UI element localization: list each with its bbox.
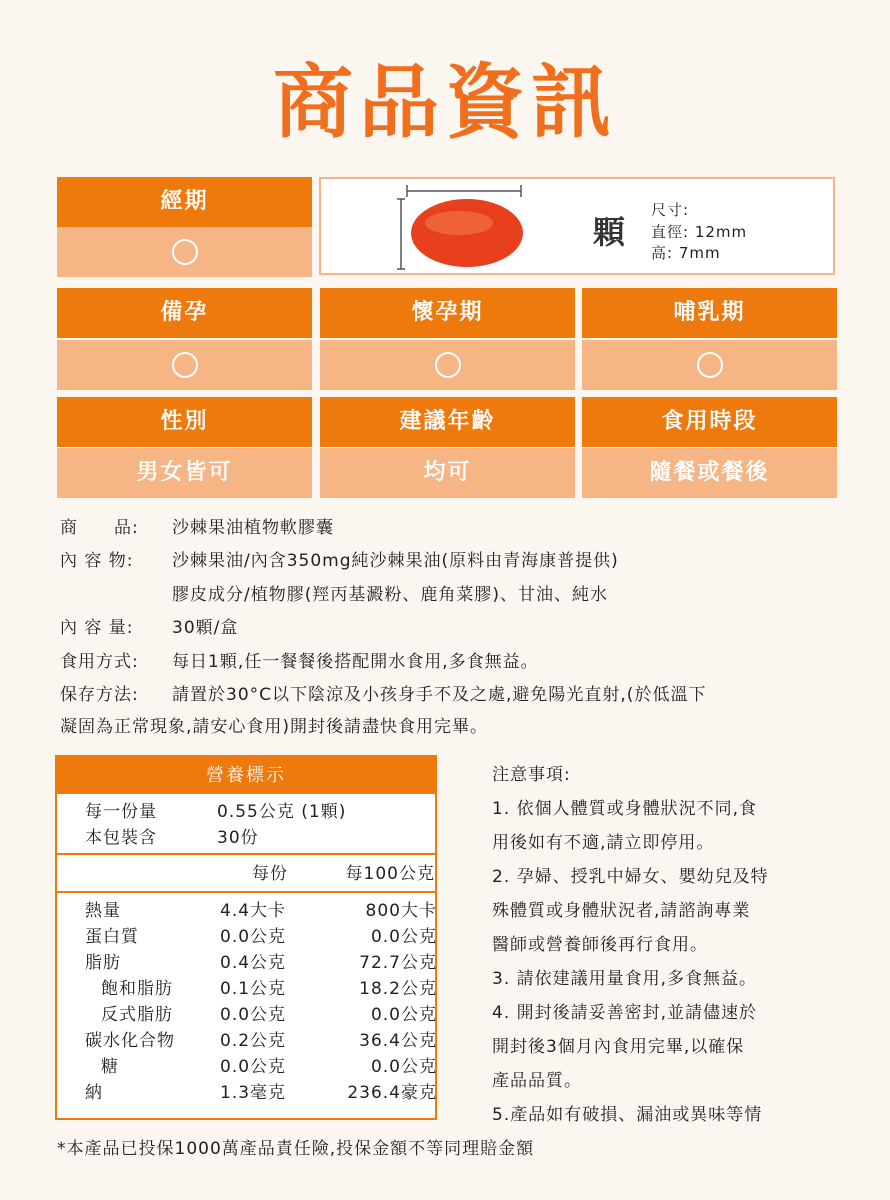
stage-value-pregnancy xyxy=(320,340,575,390)
table-row xyxy=(85,950,437,976)
nutrient-per100: 18.2公克 xyxy=(359,979,437,999)
table-row xyxy=(85,1080,437,1106)
table-row xyxy=(85,924,437,950)
column-header-per-100g: 每100公克 xyxy=(345,864,435,884)
divider xyxy=(57,891,435,893)
notes-line: 4. 開封後請妥善密封,並請儘速於 xyxy=(492,1003,758,1023)
attr-value-timing: 隨餐或餐後 xyxy=(582,448,837,498)
info-usage xyxy=(60,647,539,677)
page-title: 商品資訊 xyxy=(273,56,617,149)
info-value: 每日1顆,任一餐餐後搭配開水食用,多食無益。 xyxy=(172,652,539,672)
stage-header-lactation: 哺乳期 xyxy=(582,288,837,338)
info-key: 保存方法: xyxy=(60,685,139,705)
nutrient-name: 蛋白質 xyxy=(85,927,139,947)
notes-line: 1. 依個人體質或身體狀況不同,食 xyxy=(492,799,758,819)
circle-mark-icon xyxy=(172,352,198,378)
nutrient-per: 0.0公克 xyxy=(220,1057,287,1077)
nutrient-per100: 72.7公克 xyxy=(359,953,437,973)
nutrient-per: 0.1公克 xyxy=(220,979,287,999)
attr-header-timing: 食用時段 xyxy=(582,397,837,447)
stage-header-pregnancy: 懷孕期 xyxy=(320,288,575,338)
nutrient-per: 0.2公克 xyxy=(220,1031,287,1051)
nutrient-name: 脂肪 xyxy=(85,953,121,973)
stage-value-prep xyxy=(57,340,312,390)
column-header-per-serving: 每份 xyxy=(252,864,288,884)
notes-line: 醫師或營養師後再行食用。 xyxy=(492,935,708,955)
attr-value-age: 均可 xyxy=(320,448,575,498)
attr-header-age: 建議年齡 xyxy=(320,397,575,447)
stage-header-prep: 備孕 xyxy=(57,288,312,338)
nutrition-panel xyxy=(55,755,437,1120)
circle-mark-icon xyxy=(697,352,723,378)
circle-mark-icon xyxy=(172,239,198,265)
nutrition-table xyxy=(85,898,437,1106)
nutrient-per100: 36.4公克 xyxy=(359,1031,437,1051)
nutrient-per100: 0.0公克 xyxy=(370,1005,437,1025)
pack-row xyxy=(85,825,259,851)
info-qty xyxy=(60,613,238,643)
nutrient-name: 納 xyxy=(85,1083,103,1103)
footnote: *本產品已投保1000萬產品責任險,投保金額不等同理賠金額 xyxy=(57,1139,535,1159)
serving-row xyxy=(85,799,346,825)
table-row xyxy=(85,1028,437,1054)
capsule-height: 高: 7mm xyxy=(651,244,721,262)
nutrient-per: 0.0公克 xyxy=(220,1005,287,1025)
nutrient-per100: 800大卡 xyxy=(365,901,437,921)
attr-header-gender: 性別 xyxy=(57,397,312,447)
info-value: 30顆/盒 xyxy=(172,618,239,638)
notes-line: 用後如有不適,請立即停用。 xyxy=(492,833,715,853)
info-product xyxy=(60,513,334,543)
circle-mark-icon xyxy=(435,352,461,378)
nutrient-name: 飽和脂肪 xyxy=(101,979,173,999)
info-key: 食用方式: xyxy=(60,652,139,672)
nutrient-name: 熱量 xyxy=(85,901,121,921)
divider xyxy=(57,853,435,855)
notes-line: 開封後3個月內食用完畢,以確保 xyxy=(492,1037,745,1057)
notes-line: 3. 請依建議用量食用,多食無益。 xyxy=(492,969,758,989)
info-key: 商 品: xyxy=(60,518,139,538)
nutrient-per: 4.4大卡 xyxy=(220,901,287,921)
stage-value-lactation xyxy=(582,340,837,390)
pack-value: 30份 xyxy=(217,828,259,848)
info-value: 請置於30°C以下陰涼及小孩身手不及之處,避免陽光直射,(於低溫下 xyxy=(172,685,707,705)
info-value: 沙棘果油/內含350mg純沙棘果油(原料由青海康普提供) xyxy=(172,551,619,571)
nutrient-per100: 0.0公克 xyxy=(370,927,437,947)
info-storage-2: 凝固為正常現象,請安心食用)開封後請盡快食用完畢。 xyxy=(60,717,489,737)
nutrient-name: 碳水化合物 xyxy=(85,1031,175,1051)
notes-section xyxy=(492,758,832,1132)
period-value xyxy=(57,227,312,277)
capsule-size-label: 尺寸: xyxy=(651,201,690,219)
serving-value: 0.55公克 (1顆) xyxy=(217,802,347,822)
info-content xyxy=(60,546,619,576)
info-content-2: 膠皮成分/植物膠(羥丙基澱粉、鹿角菜膠)、甘油、純水 xyxy=(172,585,608,605)
period-header: 經期 xyxy=(57,177,312,227)
nutrient-per100: 236.4豪克 xyxy=(347,1083,437,1103)
nutrient-name: 糖 xyxy=(101,1057,119,1077)
notes-line: 5.產品如有破損、漏油或異味等情 xyxy=(492,1105,763,1125)
nutrient-per: 0.0公克 xyxy=(220,927,287,947)
info-value: 沙棘果油植物軟膠囊 xyxy=(172,518,334,538)
notes-title: 注意事項: xyxy=(492,765,571,785)
capsule-diameter: 直徑: 12mm xyxy=(651,223,748,241)
pack-label: 本包裝含 xyxy=(85,828,157,848)
capsule-spec-box xyxy=(319,177,835,275)
nutrient-name: 反式脂肪 xyxy=(101,1005,173,1025)
info-key: 內 容 量: xyxy=(60,618,134,638)
info-key: 內 容 物: xyxy=(60,551,134,571)
serving-label: 每一份量 xyxy=(85,802,157,822)
notes-line: 2. 孕婦、授乳中婦女、嬰幼兒及特 xyxy=(492,867,769,887)
info-storage xyxy=(60,680,706,710)
capsule-unit: 顆 xyxy=(593,213,626,251)
table-row xyxy=(85,976,437,1002)
notes-line: 產品品質。 xyxy=(492,1071,582,1091)
nutrient-per100: 0.0公克 xyxy=(370,1057,437,1077)
nutrition-title: 營養標示 xyxy=(57,757,435,794)
attr-value-gender: 男女皆可 xyxy=(57,448,312,498)
nutrient-per: 0.4公克 xyxy=(220,953,287,973)
nutrient-per: 1.3毫克 xyxy=(220,1083,287,1103)
table-row xyxy=(85,1054,437,1080)
notes-line: 殊體質或身體狀況者,請諮詢專業 xyxy=(492,901,751,921)
capsule-icon xyxy=(397,181,547,275)
table-row xyxy=(85,1002,437,1028)
table-row xyxy=(85,898,437,924)
